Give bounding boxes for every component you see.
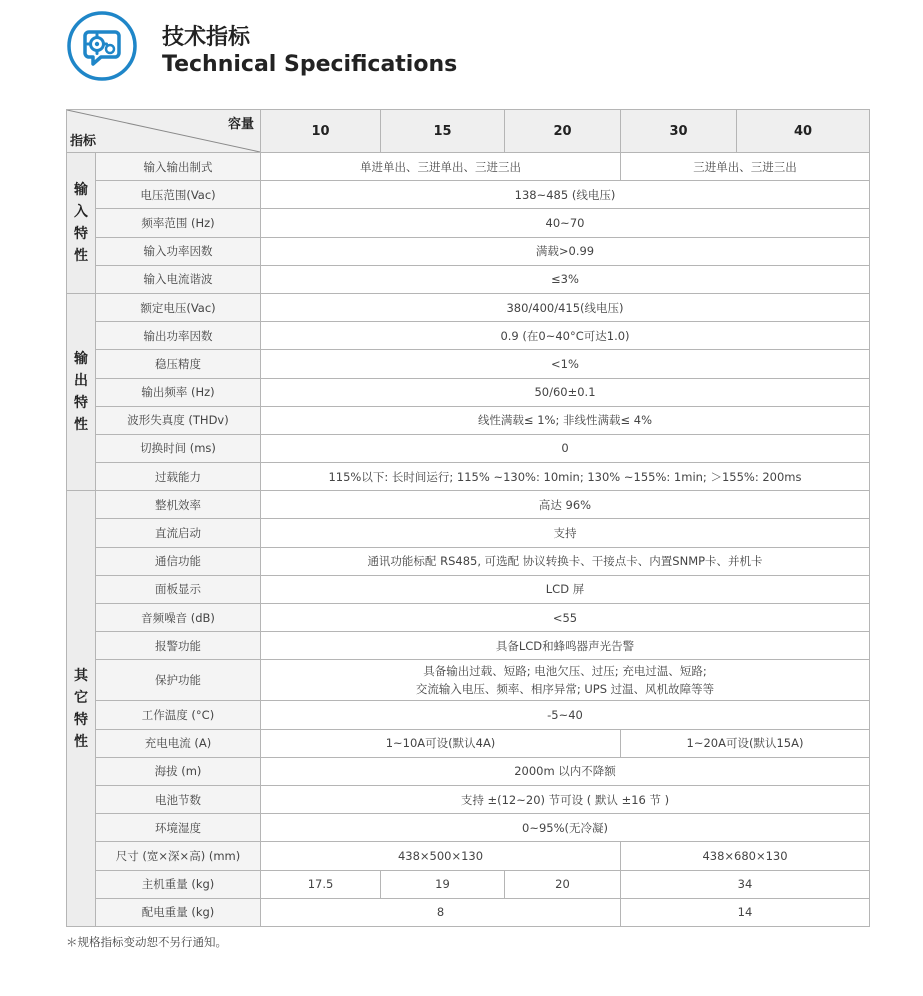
cell-value: 19	[381, 870, 505, 898]
cell-value: <55	[261, 604, 870, 632]
capacity-col: 10	[261, 110, 381, 153]
table-row	[67, 519, 870, 547]
row-label: 音频噪音 (dB)	[96, 604, 261, 632]
cell-value	[261, 660, 870, 701]
cell-value: ≤3%	[261, 265, 870, 293]
table-row	[67, 898, 870, 926]
row-label: 保护功能	[96, 660, 261, 701]
header	[66, 10, 766, 84]
capacity-col: 30	[621, 110, 737, 153]
table-row	[67, 237, 870, 265]
table-row	[67, 604, 870, 632]
table-row	[67, 378, 870, 406]
corner-cell	[67, 110, 261, 153]
row-label: 海拔 (m)	[96, 757, 261, 785]
cell-value: 438×500×130	[261, 842, 621, 870]
row-label: 尺寸 (宽×深×高) (mm)	[96, 842, 261, 870]
table-row	[67, 729, 870, 757]
cell-value: 通讯功能标配 RS485, 可选配 协议转换卡、干接点卡、内置SNMP卡、并机卡	[261, 547, 870, 575]
row-label: 通信功能	[96, 547, 261, 575]
cell-value: <1%	[261, 350, 870, 378]
row-label: 电池节数	[96, 785, 261, 813]
row-label: 输入输出制式	[96, 153, 261, 181]
row-label: 电压范围(Vac)	[96, 181, 261, 209]
row-label: 稳压精度	[96, 350, 261, 378]
capacity-col: 20	[505, 110, 621, 153]
cell-value: 17.5	[261, 870, 381, 898]
cell-value: 1~20A可设(默认15A)	[621, 729, 870, 757]
capacity-header: 容量	[227, 117, 254, 132]
cell-value: 380/400/415(线电压)	[261, 293, 870, 321]
table-row	[67, 350, 870, 378]
protection-line-1: 具备输出过载、短路; 电池欠压、过压; 充电过温、短路;	[423, 664, 707, 679]
cell-value: 0	[261, 434, 870, 462]
table-row	[67, 209, 870, 237]
table-row	[67, 842, 870, 870]
row-label: 过载能力	[96, 463, 261, 491]
row-label: 环境湿度	[96, 814, 261, 842]
row-label: 报警功能	[96, 632, 261, 660]
capacity-col: 15	[381, 110, 505, 153]
page-title-cn: 技术指标	[162, 25, 251, 50]
cell-value: 138~485 (线电压)	[261, 181, 870, 209]
cell-value: 50/60±0.1	[261, 378, 870, 406]
table-row	[67, 153, 870, 181]
table-row	[67, 181, 870, 209]
table-row	[67, 785, 870, 813]
cell-value: 单进单出、三进单出、三进三出	[261, 153, 621, 181]
table-row	[67, 406, 870, 434]
group-other: 其 它 特 性	[67, 491, 96, 927]
cell-value: 20	[505, 870, 621, 898]
row-label: 波形失真度 (THDv)	[96, 406, 261, 434]
table-row	[67, 814, 870, 842]
group-input: 输 入 特 性	[67, 153, 96, 294]
cell-value: 2000m 以内不降额	[261, 757, 870, 785]
cell-value: -5~40	[261, 701, 870, 729]
cell-value: LCD 屏	[261, 575, 870, 603]
cell-value: 0~95%(无冷凝)	[261, 814, 870, 842]
table-row	[67, 547, 870, 575]
row-label: 切换时间 (ms)	[96, 434, 261, 462]
table-row	[67, 463, 870, 491]
row-label: 额定电压(Vac)	[96, 293, 261, 321]
cell-value: 具备LCD和蜂鸣器声光告警	[261, 632, 870, 660]
capacity-col: 40	[737, 110, 870, 153]
table-row	[67, 660, 870, 701]
cell-value: 满载>0.99	[261, 237, 870, 265]
table-row	[67, 293, 870, 321]
table-row	[67, 632, 870, 660]
row-label: 面板显示	[96, 575, 261, 603]
cell-value: 34	[621, 870, 870, 898]
page-title-en: Technical Specifications	[162, 52, 458, 77]
cell-value: 线性满载≤ 1%; 非线性满载≤ 4%	[261, 406, 870, 434]
settings-chat-icon	[66, 10, 138, 82]
row-label: 输入电流谐波	[96, 265, 261, 293]
row-label: 输入功率因数	[96, 237, 261, 265]
protection-line-2: 交流输入电压、频率、相序异常; UPS 过温、风机故障等等	[415, 682, 715, 697]
cell-value: 438×680×130	[621, 842, 870, 870]
footnote: ＊规格指标变动恕不另行通知。	[66, 935, 227, 949]
cell-value: 0.9 (在0~40°C可达1.0)	[261, 322, 870, 350]
cell-value: 8	[261, 898, 621, 926]
row-label: 充电电流 (A)	[96, 729, 261, 757]
row-label: 主机重量 (kg)	[96, 870, 261, 898]
row-label: 直流启动	[96, 519, 261, 547]
cell-value: 高达 96%	[261, 491, 870, 519]
cell-value: 支持 ±(12~20) 节可设 ( 默认 ±16 节 )	[261, 785, 870, 813]
table-header-row	[67, 110, 870, 153]
cell-value: 支持	[261, 519, 870, 547]
table-row	[67, 491, 870, 519]
table-row	[67, 322, 870, 350]
indicator-header: 指标	[70, 134, 97, 149]
table-row	[67, 434, 870, 462]
table-row	[67, 575, 870, 603]
cell-value: 三进单出、三进三出	[621, 153, 870, 181]
row-label: 输出功率因数	[96, 322, 261, 350]
cell-value: 115%以下: 长时间运行; 115% ~130%: 10min; 130% ~155%: 1min; ＞155%: 200ms	[261, 463, 870, 491]
cell-value: 14	[621, 898, 870, 926]
cell-value: 40~70	[261, 209, 870, 237]
table-row	[67, 265, 870, 293]
table-row	[67, 701, 870, 729]
group-output: 输 出 特 性	[67, 293, 96, 490]
row-label: 输出频率 (Hz)	[96, 378, 261, 406]
row-label: 工作温度 (°C)	[96, 701, 261, 729]
cell-value: 1~10A可设(默认4A)	[261, 729, 621, 757]
row-label: 频率范围 (Hz)	[96, 209, 261, 237]
table-row	[67, 870, 870, 898]
spec-table	[66, 109, 870, 927]
row-label: 整机效率	[96, 491, 261, 519]
row-label: 配电重量 (kg)	[96, 898, 261, 926]
table-row	[67, 757, 870, 785]
